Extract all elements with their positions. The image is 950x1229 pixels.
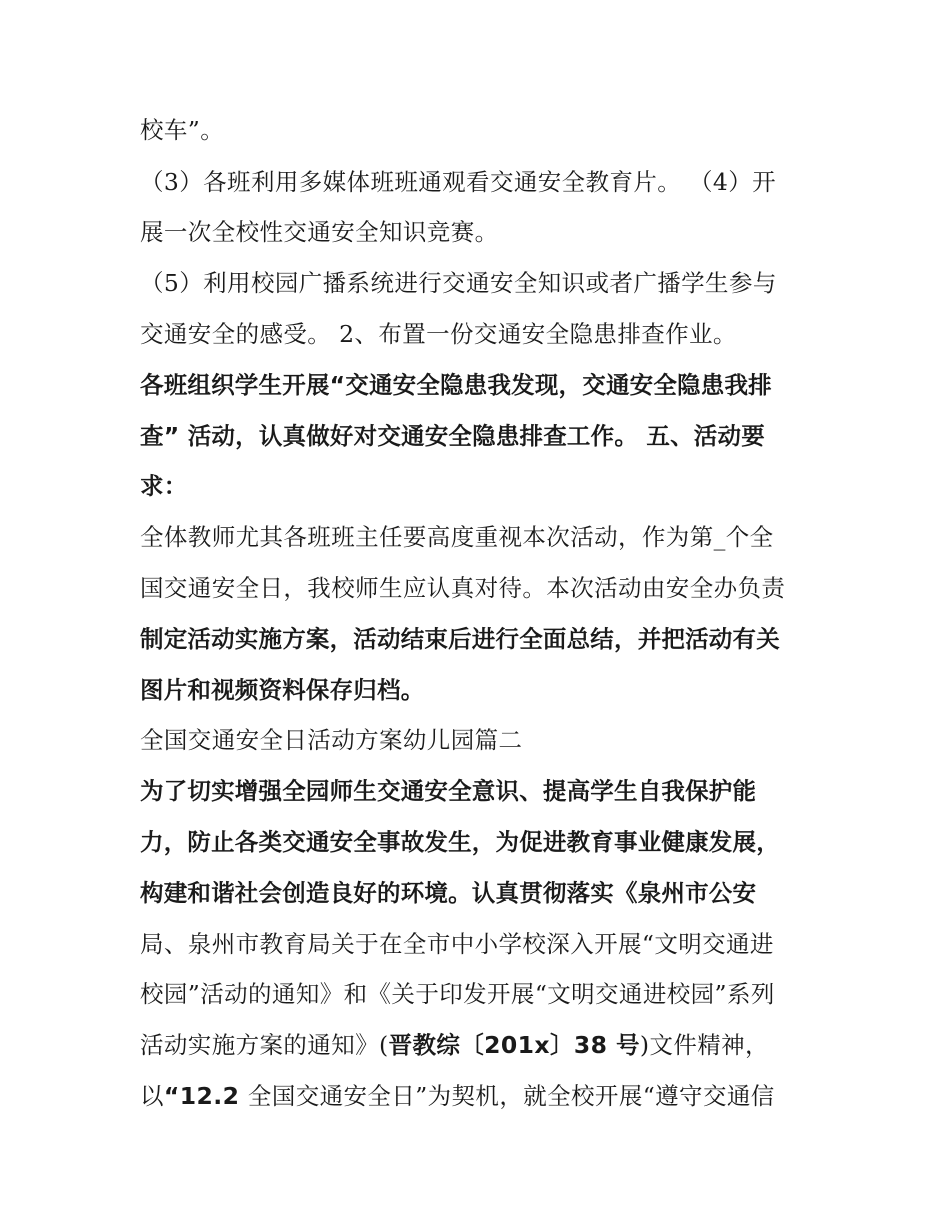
text-line: 制定活动实施方案，活动结束后进行全面总结，并把活动有关 — [140, 625, 780, 653]
text-line: 交通安全的感受。 2、布置一份交通安全隐患排查作业。 — [140, 320, 737, 348]
date-label: “12.2 — [163, 1082, 248, 1110]
text-line: 各班组织学生开展“交通安全隐患我发现，交通安全隐患我排 — [140, 371, 772, 399]
text-line: 为了切实增强全园师生交通安全意识、提高学生自我保护能 — [140, 777, 757, 805]
text-line: 全体教师尤其各班班主任要高度重视本次活动，作为第_个全 — [140, 523, 774, 551]
text-line — [140, 1030, 769, 1061]
text-segment: 以 — [140, 1082, 164, 1110]
text-line: （3）各班利用多媒体班班通观看交通安全教育片。 （4）开 — [140, 168, 777, 196]
text-line: 构建和谐社会创造良好的环境。认真贯彻落实《泉州市公安 — [140, 879, 757, 907]
text-line: 力，防止各类交通安全事故发生，为促进教育事业健康发展， — [140, 828, 780, 856]
text-line: 国交通安全日，我校师生应认真对待。本次活动由安全办负责 — [140, 574, 786, 602]
text-line: 展一次全校性交通安全知识竞赛。 — [140, 218, 499, 246]
text-segment: 全国交通安全日”为契机，就全校开展“遵守交通信 — [247, 1082, 775, 1110]
text-line: 求： — [140, 472, 188, 500]
text-line: 查” 活动，认真做好对交通安全隐患排查工作。 五、活动要 — [140, 422, 765, 450]
text-line: （5）利用校园广播系统进行交通安全知识或者广播学生参与 — [140, 269, 777, 297]
text-line: 校车”。 — [140, 116, 225, 144]
section-heading: 全国交通安全日活动方案幼儿园篇二 — [140, 726, 523, 754]
text-line: 校园”活动的通知》和《关于印发开展“文明交通进校园”系列 — [140, 980, 775, 1008]
document-number: 晋教综〔201x〕38 号 — [388, 1031, 640, 1059]
text-segment: 活动实施方案的通知》( — [140, 1031, 389, 1059]
text-line: 图片和视频资料保存归档。 — [140, 676, 425, 704]
text-segment: )文件精神， — [639, 1031, 769, 1059]
text-line — [140, 1081, 775, 1112]
text-line: 局、泉州市教育局关于在全市中小学校深入开展“文明交通进 — [140, 930, 774, 958]
